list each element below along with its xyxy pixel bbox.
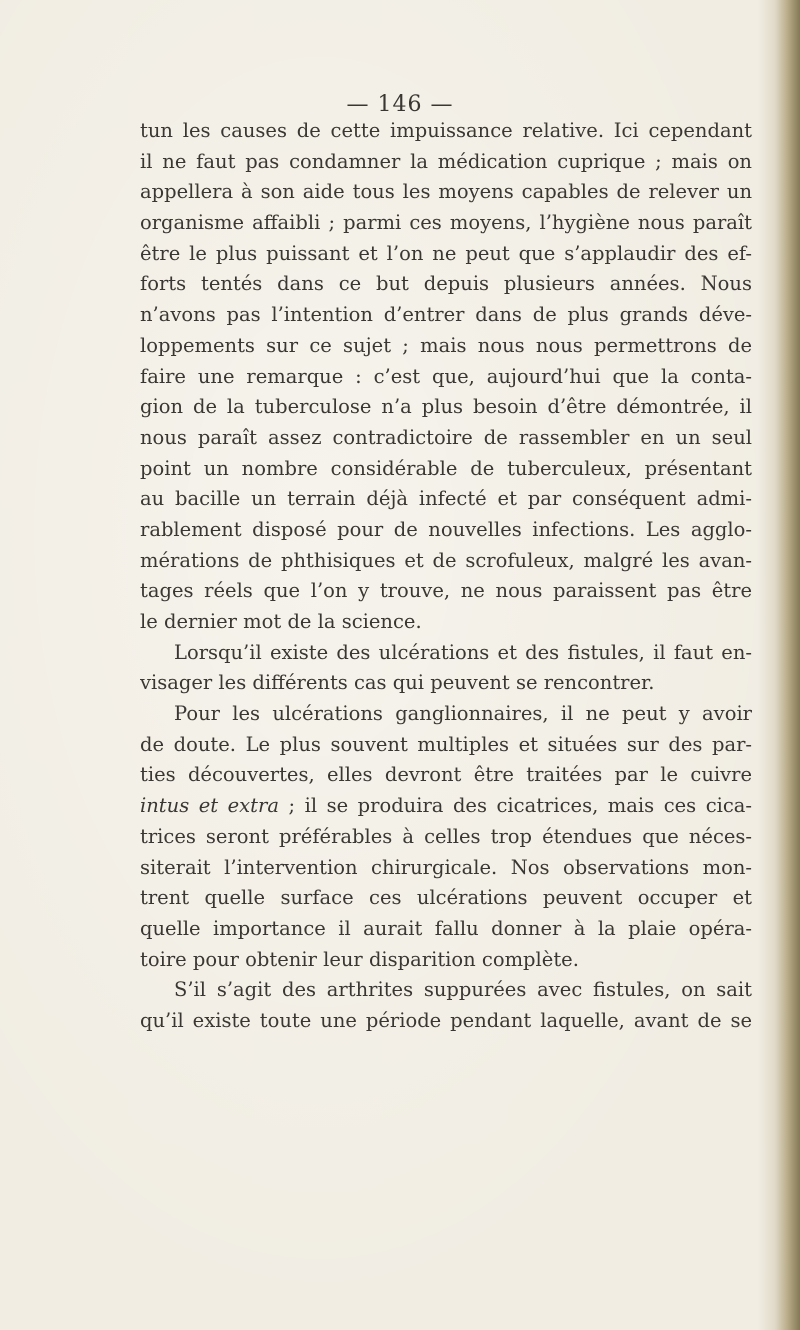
text-line: rablement disposé pour de nouvelles infections. Les agglo-	[140, 517, 752, 541]
text-line: trices seront préférables à celles trop étendues que néces-	[140, 824, 752, 848]
text-line: organisme affaibli ; parmi ces moyens, l’hygiène nous paraît	[140, 211, 752, 235]
text-line: mérations de phthisiques et de scrofuleux, malgré les avan-	[140, 548, 752, 572]
body-text	[140, 116, 752, 1037]
text-line: nous paraît assez contradictoire de rassembler en un seul	[140, 425, 752, 449]
text-line: être le plus puissant et l’on ne peut que s’applaudir des ef-	[140, 241, 752, 265]
text-line: toire pour obtenir leur disparition complète.	[140, 947, 579, 971]
text-line: tun les causes de cette impuissance relative. Ici cependant	[140, 119, 752, 142]
text-line: quelle importance il aurait fallu donner à la plaie opéra-	[140, 916, 752, 940]
line-remainder: ; il se produira des cicatrices, mais ces cica-	[278, 794, 752, 818]
text-line: au bacille un terrain déjà infecté et par conséquent admi-	[140, 487, 752, 511]
text-line: S’il s’agit des arthrites suppurées avec fistules, on sait	[174, 978, 752, 1002]
italic-phrase: intus et extra	[140, 794, 279, 818]
page-number: — 146 —	[346, 92, 454, 117]
text-line: gion de la tuberculose n’a plus besoin d’être démontrée, il	[140, 395, 752, 419]
text-line: trent quelle surface ces ulcérations peuvent occuper et	[140, 886, 752, 910]
text-line: visager les différents cas qui peuvent se rencontrer.	[140, 671, 655, 695]
text-line: appellera à son aide tous les moyens capables de relever un	[140, 180, 752, 204]
text-line: loppements sur ce sujet ; mais nous nous permettrons de	[140, 333, 752, 357]
text-line: faire une remarque : c’est que, aujourd’hui que la conta-	[140, 364, 752, 388]
text-line: Lorsqu’il existe des ulcérations et des fistules, il faut en-	[174, 640, 752, 664]
page-edge-shadow	[758, 0, 800, 1330]
text-line-italic	[140, 791, 752, 822]
text-line: forts tentés dans ce but depuis plusieurs années. Nous	[140, 272, 752, 296]
text-line: tages réels que l’on y trouve, ne nous paraissent pas être	[140, 579, 752, 603]
text-line: siterait l’intervention chirurgicale. Nos observations mon-	[140, 855, 752, 879]
text-line: qu’il existe toute une période pendant laquelle, avant de se	[140, 1008, 752, 1032]
text-line: Pour les ulcérations ganglionnaires, il ne peut y avoir	[174, 702, 752, 726]
text-line: n’avons pas l’intention d’entrer dans de plus grands déve-	[140, 303, 752, 327]
text-line: de doute. Le plus souvent multiples et situées sur des par-	[140, 732, 752, 756]
text-line: il ne faut pas condamner la médication cuprique ; mais on	[140, 149, 752, 173]
text-line: point un nombre considérable de tuberculeux, présentant	[140, 456, 752, 480]
text-line: le dernier mot de la science.	[140, 610, 422, 633]
text-line: ties découvertes, elles devront être traitées par le cuivre	[140, 763, 752, 787]
